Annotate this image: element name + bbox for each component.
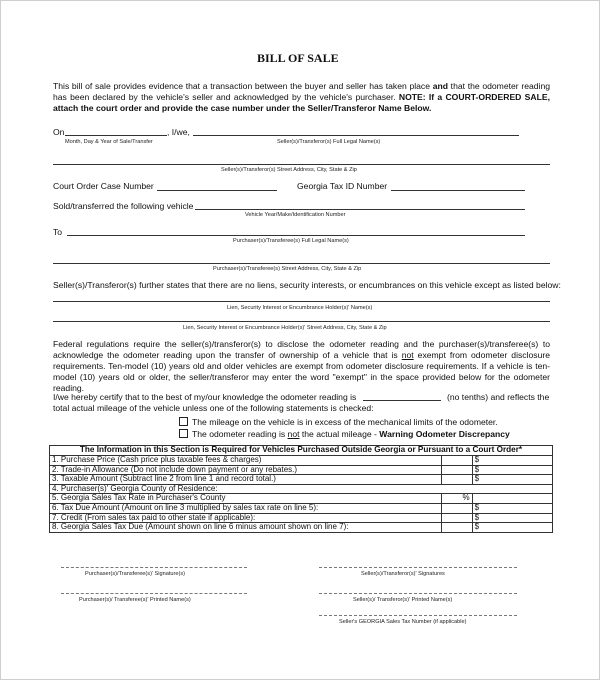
intro-paragraph: This bill of sale provides evidence that a transaction between the buyer and seller has taken place and that the odometer reading has been declared by the vehicle's seller and acknowledged by the vehicle's purchaser. NOTE: If a COURT-ORDERED SALE, attach the court order and provide the case number under the Seller/Transferor Name Below. <box>53 81 551 113</box>
table-row: 4. Purchaser(s)' Georgia County of Residence: <box>50 484 553 494</box>
table-row: 5. Georgia Sales Tax Rate in Purchaser's County % <box>50 494 553 504</box>
tax-id-field[interactable] <box>391 190 525 191</box>
seller-name-field[interactable] <box>193 135 519 136</box>
table-row: 7. Credit (From sales tax paid to other state if applicable): $ <box>50 513 553 523</box>
table-row: 8. Georgia Sales Tax Due (Amount shown on line 6 minus amount shown on line 7): $ <box>50 523 553 533</box>
seller-printed-name-field[interactable] <box>319 593 517 594</box>
excess-mileage-option[interactable]: The mileage on the vehicle is in excess of the mechanical limits of the odometer. <box>179 417 498 427</box>
seller-signature-caption: Seller(s)/Transferor(s)' Signatures <box>361 571 445 577</box>
seller-name-caption: Seller(s)/Transferor(s) Full Legal Name(s) <box>277 139 381 145</box>
purchaser-address-field[interactable] <box>53 263 550 264</box>
table-row: 3. Taxable Amount (Subtract line 2 from line 1 and record total.) $ <box>50 475 553 485</box>
lien-address-field[interactable] <box>53 321 550 322</box>
seller-tax-number-caption: Seller's GEORGIA Sales Tax Number (if applicable) <box>339 619 467 625</box>
purchaser-name-field[interactable] <box>67 235 525 236</box>
tax-id-label: Georgia Tax ID Number <box>297 181 388 191</box>
page-title: BILL OF SALE <box>257 51 339 65</box>
seller-printed-caption: Seller(s)/ Transferor(s)' Printed Name(s) <box>353 597 453 603</box>
sale-date-field[interactable] <box>65 135 167 136</box>
odometer-reading-field[interactable] <box>363 400 441 401</box>
date-caption: Month, Day & Year of Sale/Transfer <box>65 139 153 145</box>
court-case-field[interactable] <box>157 190 277 191</box>
purchaser-signature-caption: Purchaser(s)/Transferee(s)' Signature(s) <box>85 571 186 577</box>
seller-tax-number-field[interactable] <box>319 615 517 616</box>
seller-address-field[interactable] <box>53 164 550 165</box>
certify-text-2b: total actual mileage of the vehicle unless one of the following statements is checked: <box>53 403 374 413</box>
purchaser-printed-name-field[interactable] <box>61 593 247 594</box>
table-row: 6. Tax Due Amount (Amount on line 3 multiplied by sales tax rate on line 5): $ <box>50 503 553 513</box>
on-label: On <box>53 127 65 137</box>
sold-label: Sold/transferred the following vehicle <box>53 201 194 211</box>
seller-signature-field[interactable] <box>319 567 517 568</box>
lien-holder-caption: Lien, Security Interest or Encumbrance Holder(s)' Name(s) <box>227 305 373 311</box>
table-row: 2. Trade-in Allowance (Do not include down payment or any rebates.) $ <box>50 465 553 475</box>
table-header: The Information in this Section is Required for Vehicles Purchased Outside Georgia or Pursuant to a Court Order* <box>50 446 553 456</box>
purchaser-signature-field[interactable] <box>61 567 247 568</box>
certify-text-2a: (no tenths) and reflects the <box>447 392 550 402</box>
i-we-label: , I/we, <box>167 127 190 137</box>
certify-text: I/we hereby certify that to the best of my/our knowledge the odometer reading is <box>53 392 357 402</box>
federal-regulations-paragraph: Federal regulations require the seller(s)/transferor(s) to disclose the odometer reading and the purchaser(s)/transferee(s) to acknowledge the odometer reading upon the transfer of ownership of a vehicle that is not exempt from odometer disclosure requirements. Ten-model (10) years old and older vehicles are exempt from odometer disclosure requirements. If a vehicle is ten-model (10) years old or older, the seller/transferor may enter the word "exempt" in the space provided below for the odometer reading. <box>53 339 550 393</box>
excess-checkbox[interactable] <box>179 417 188 426</box>
lien-address-caption: Lien, Security Interest or Encumbrance Holder(s)' Street Address, City, State & Zip <box>183 325 387 331</box>
purchaser-printed-caption: Purchaser(s)/ Transferee(s)' Printed Name(s) <box>79 597 191 603</box>
to-label: To <box>53 227 63 237</box>
court-case-label: Court Order Case Number <box>53 181 154 191</box>
not-actual-checkbox[interactable] <box>179 429 188 438</box>
vehicle-caption: Vehicle Year/Make/Identification Number <box>245 212 346 218</box>
purchaser-address-caption: Purchaser(s)/Transferee(s) Street Address, City, State & Zip <box>213 266 362 272</box>
lien-holder-field[interactable] <box>53 301 550 302</box>
purchaser-name-caption: Purchaser(s)/Transferee(s) Full Legal Name(s) <box>233 238 349 244</box>
not-actual-mileage-option[interactable]: The odometer reading is not the actual mileage - Warning Odometer Discrepancy <box>179 429 510 439</box>
seller-address-caption: Seller(s)/Transferor(s) Street Address, City, State & Zip <box>221 167 357 173</box>
out-of-state-tax-table <box>49 445 553 533</box>
liens-statement: Seller(s)/Transferor(s) further states that there are no liens, security interests, or encumbrances on this vehicle except as listed below: <box>53 280 561 290</box>
table-row: 1. Purchase Price (Cash price plus taxable fees & charges) $ <box>50 456 553 466</box>
vehicle-field[interactable] <box>195 209 525 210</box>
